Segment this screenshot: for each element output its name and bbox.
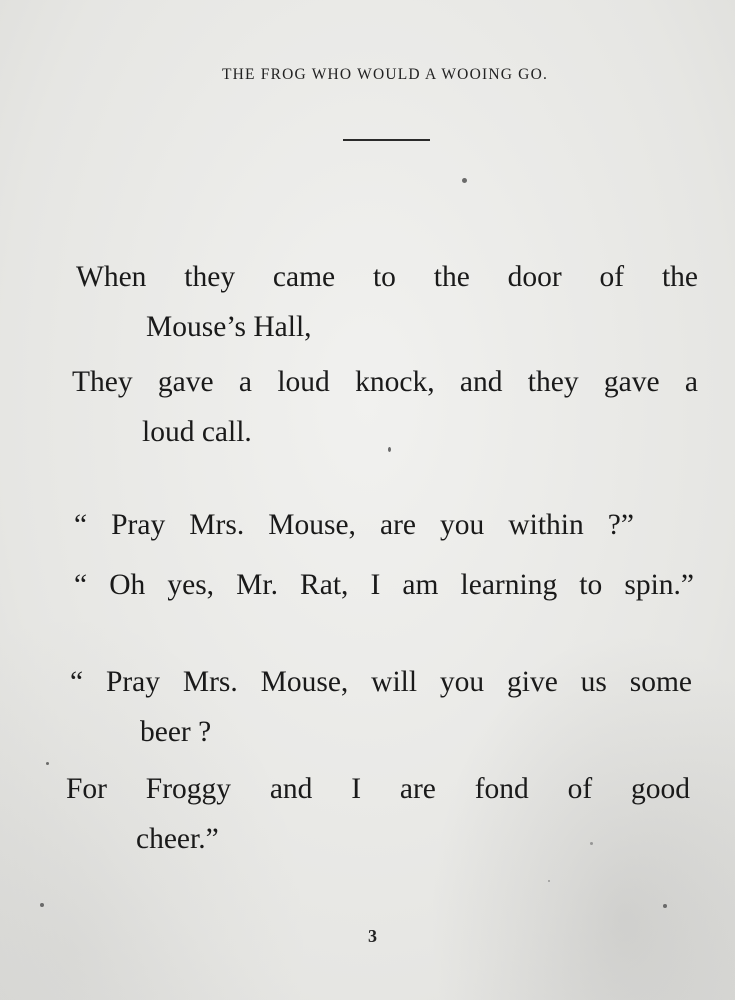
page-number: 3 — [368, 926, 377, 946]
running-head: THE FROG WHO WOULD A WOOING GO. — [221, 66, 549, 83]
verse-line-continuation: cheer.” — [136, 823, 219, 855]
paper-speck — [388, 447, 391, 452]
verse-line-continuation: beer ? — [140, 716, 212, 748]
verse-line: For Froggy and I are fond of good — [66, 773, 690, 805]
paper-speck — [46, 762, 49, 765]
paper-speck — [548, 880, 550, 882]
paper-speck — [663, 904, 667, 908]
paper-speck — [462, 178, 467, 183]
title-rule — [343, 139, 430, 141]
verse-3 — [74, 500, 634, 550]
verse-6 — [66, 764, 690, 864]
verse-line: “ Oh yes, Mr. Rat, I am learning to spin.” — [74, 569, 694, 601]
verse-line: When they came to the door of the — [76, 261, 698, 293]
verse-4 — [74, 560, 694, 610]
verse-1 — [76, 252, 698, 352]
verse-line-continuation: loud call. — [142, 416, 252, 448]
paper-speck — [590, 842, 593, 845]
verse-2 — [72, 357, 698, 457]
paper-speck — [40, 903, 44, 907]
verse-line-continuation: Mouse’s Hall, — [146, 311, 312, 343]
verse-line: They gave a loud knock, and they gave a — [72, 366, 698, 398]
verse-5 — [70, 657, 692, 757]
verse-line: “ Pray Mrs. Mouse, will you give us some — [70, 666, 692, 698]
verse-line: “ Pray Mrs. Mouse, are you within ?” — [74, 509, 634, 541]
